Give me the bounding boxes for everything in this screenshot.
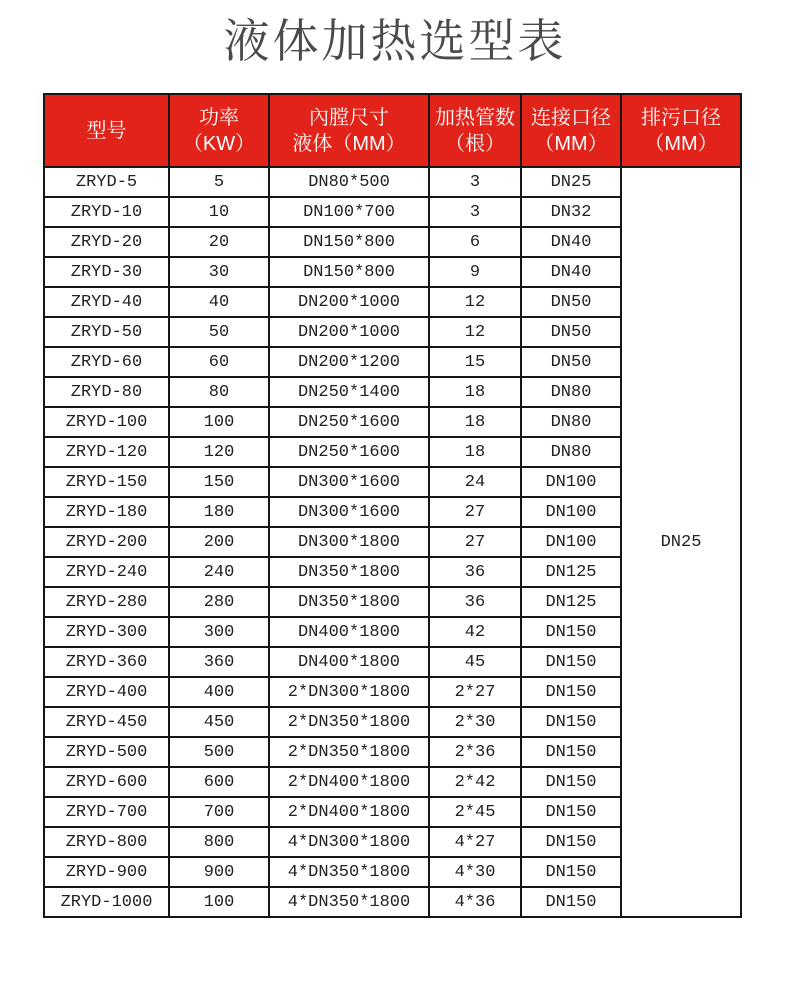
cell-connection: DN150	[521, 827, 621, 857]
cell-power: 100	[169, 407, 269, 437]
cell-size: DN200*1000	[269, 287, 429, 317]
cell-power: 360	[169, 647, 269, 677]
cell-model: ZRYD-1000	[44, 887, 169, 917]
cell-model: ZRYD-100	[44, 407, 169, 437]
cell-tubes: 27	[429, 497, 521, 527]
cell-size: DN200*1000	[269, 317, 429, 347]
cell-tubes: 2*27	[429, 677, 521, 707]
cell-tubes: 4*27	[429, 827, 521, 857]
header-drain	[621, 94, 741, 167]
cell-tubes: 45	[429, 647, 521, 677]
cell-tubes: 2*42	[429, 767, 521, 797]
cell-size: DN300*1800	[269, 527, 429, 557]
cell-power: 400	[169, 677, 269, 707]
cell-power: 60	[169, 347, 269, 377]
cell-size: DN100*700	[269, 197, 429, 227]
cell-model: ZRYD-900	[44, 857, 169, 887]
cell-tubes: 4*30	[429, 857, 521, 887]
cell-power: 30	[169, 257, 269, 287]
cell-tubes: 2*36	[429, 737, 521, 767]
cell-model: ZRYD-5	[44, 167, 169, 197]
cell-drain-merged: DN25	[621, 167, 741, 917]
cell-model: ZRYD-180	[44, 497, 169, 527]
cell-size: DN80*500	[269, 167, 429, 197]
cell-connection: DN150	[521, 677, 621, 707]
cell-connection: DN50	[521, 317, 621, 347]
cell-power: 450	[169, 707, 269, 737]
cell-tubes: 2*30	[429, 707, 521, 737]
cell-connection: DN150	[521, 887, 621, 917]
cell-power: 120	[169, 437, 269, 467]
cell-connection: DN100	[521, 467, 621, 497]
header-chamber-size-label: 內膛尺寸	[309, 106, 389, 129]
cell-size: 4*DN350*1800	[269, 857, 429, 887]
cell-model: ZRYD-10	[44, 197, 169, 227]
cell-tubes: 3	[429, 197, 521, 227]
cell-tubes: 12	[429, 317, 521, 347]
cell-size: DN200*1200	[269, 347, 429, 377]
cell-tubes: 9	[429, 257, 521, 287]
cell-connection: DN100	[521, 527, 621, 557]
cell-model: ZRYD-700	[44, 797, 169, 827]
cell-power: 50	[169, 317, 269, 347]
cell-power: 700	[169, 797, 269, 827]
cell-model: ZRYD-800	[44, 827, 169, 857]
cell-tubes: 18	[429, 407, 521, 437]
cell-power: 240	[169, 557, 269, 587]
header-connection-label: 连接口径	[531, 106, 611, 129]
header-connection	[521, 94, 621, 167]
cell-model: ZRYD-600	[44, 767, 169, 797]
cell-size: 2*DN400*1800	[269, 797, 429, 827]
cell-size: 2*DN300*1800	[269, 677, 429, 707]
cell-tubes: 3	[429, 167, 521, 197]
page-title: 液体加热选型表	[223, 15, 567, 67]
cell-tubes: 36	[429, 557, 521, 587]
cell-size: DN300*1600	[269, 467, 429, 497]
cell-connection: DN25	[521, 167, 621, 197]
cell-power: 200	[169, 527, 269, 557]
cell-model: ZRYD-30	[44, 257, 169, 287]
header-chamber-size-unit: 液体（MM）	[292, 132, 406, 155]
cell-size: DN300*1600	[269, 497, 429, 527]
cell-connection: DN150	[521, 617, 621, 647]
cell-power: 600	[169, 767, 269, 797]
cell-power: 40	[169, 287, 269, 317]
cell-tubes: 27	[429, 527, 521, 557]
header-tube-count-label: 加热管数	[435, 106, 515, 129]
header-chamber-size	[269, 94, 429, 167]
header-power-label: 功率	[199, 106, 239, 129]
cell-connection: DN100	[521, 497, 621, 527]
cell-connection: DN150	[521, 647, 621, 677]
cell-model: ZRYD-280	[44, 587, 169, 617]
header-model	[44, 94, 169, 167]
cell-tubes: 15	[429, 347, 521, 377]
cell-power: 150	[169, 467, 269, 497]
header-connection-unit: （MM）	[534, 132, 608, 155]
cell-model: ZRYD-450	[44, 707, 169, 737]
cell-size: DN250*1600	[269, 437, 429, 467]
cell-size: DN250*1600	[269, 407, 429, 437]
cell-connection: DN40	[521, 227, 621, 257]
cell-power: 180	[169, 497, 269, 527]
cell-tubes: 4*36	[429, 887, 521, 917]
cell-connection: DN150	[521, 767, 621, 797]
cell-model: ZRYD-120	[44, 437, 169, 467]
cell-size: DN350*1800	[269, 557, 429, 587]
cell-tubes: 36	[429, 587, 521, 617]
table-body	[44, 167, 741, 917]
cell-connection: DN150	[521, 707, 621, 737]
header-drain-label: 排污口径	[641, 106, 721, 129]
cell-model: ZRYD-360	[44, 647, 169, 677]
selection-table	[43, 93, 742, 918]
cell-power: 280	[169, 587, 269, 617]
cell-size: DN150*800	[269, 227, 429, 257]
cell-model: ZRYD-50	[44, 317, 169, 347]
cell-connection: DN150	[521, 737, 621, 767]
cell-power: 100	[169, 887, 269, 917]
cell-connection: DN80	[521, 407, 621, 437]
header-model-label: 型号	[86, 119, 127, 142]
cell-size: DN400*1800	[269, 647, 429, 677]
cell-connection: DN150	[521, 857, 621, 887]
cell-size: DN150*800	[269, 257, 429, 287]
cell-tubes: 18	[429, 437, 521, 467]
header-power-unit: （KW）	[182, 132, 256, 155]
cell-model: ZRYD-40	[44, 287, 169, 317]
cell-power: 20	[169, 227, 269, 257]
cell-model: ZRYD-200	[44, 527, 169, 557]
cell-model: ZRYD-20	[44, 227, 169, 257]
cell-model: ZRYD-400	[44, 677, 169, 707]
cell-connection: DN125	[521, 557, 621, 587]
cell-connection: DN150	[521, 797, 621, 827]
cell-connection: DN50	[521, 287, 621, 317]
cell-tubes: 6	[429, 227, 521, 257]
cell-model: ZRYD-80	[44, 377, 169, 407]
cell-size: 4*DN300*1800	[269, 827, 429, 857]
cell-size: 2*DN400*1800	[269, 767, 429, 797]
cell-tubes: 18	[429, 377, 521, 407]
cell-power: 10	[169, 197, 269, 227]
cell-tubes: 2*45	[429, 797, 521, 827]
header-power	[169, 94, 269, 167]
header-tube-count-unit: （根）	[445, 132, 505, 155]
cell-size: 4*DN350*1800	[269, 887, 429, 917]
cell-power: 800	[169, 827, 269, 857]
cell-size: DN250*1400	[269, 377, 429, 407]
cell-connection: DN125	[521, 587, 621, 617]
cell-connection: DN32	[521, 197, 621, 227]
cell-power: 5	[169, 167, 269, 197]
cell-power: 300	[169, 617, 269, 647]
cell-model: ZRYD-240	[44, 557, 169, 587]
cell-model: ZRYD-500	[44, 737, 169, 767]
cell-power: 80	[169, 377, 269, 407]
cell-tubes: 42	[429, 617, 521, 647]
cell-model: ZRYD-150	[44, 467, 169, 497]
cell-connection: DN50	[521, 347, 621, 377]
cell-power: 500	[169, 737, 269, 767]
table-row	[44, 167, 741, 197]
cell-tubes: 12	[429, 287, 521, 317]
cell-size: DN350*1800	[269, 587, 429, 617]
cell-size: 2*DN350*1800	[269, 707, 429, 737]
cell-model: ZRYD-300	[44, 617, 169, 647]
cell-size: 2*DN350*1800	[269, 737, 429, 767]
cell-size: DN400*1800	[269, 617, 429, 647]
cell-tubes: 24	[429, 467, 521, 497]
cell-connection: DN80	[521, 377, 621, 407]
cell-model: ZRYD-60	[44, 347, 169, 377]
cell-power: 900	[169, 857, 269, 887]
header-drain-unit: （MM）	[644, 132, 718, 155]
cell-connection: DN80	[521, 437, 621, 467]
cell-connection: DN40	[521, 257, 621, 287]
table-header-row	[44, 94, 741, 167]
header-tube-count	[429, 94, 521, 167]
